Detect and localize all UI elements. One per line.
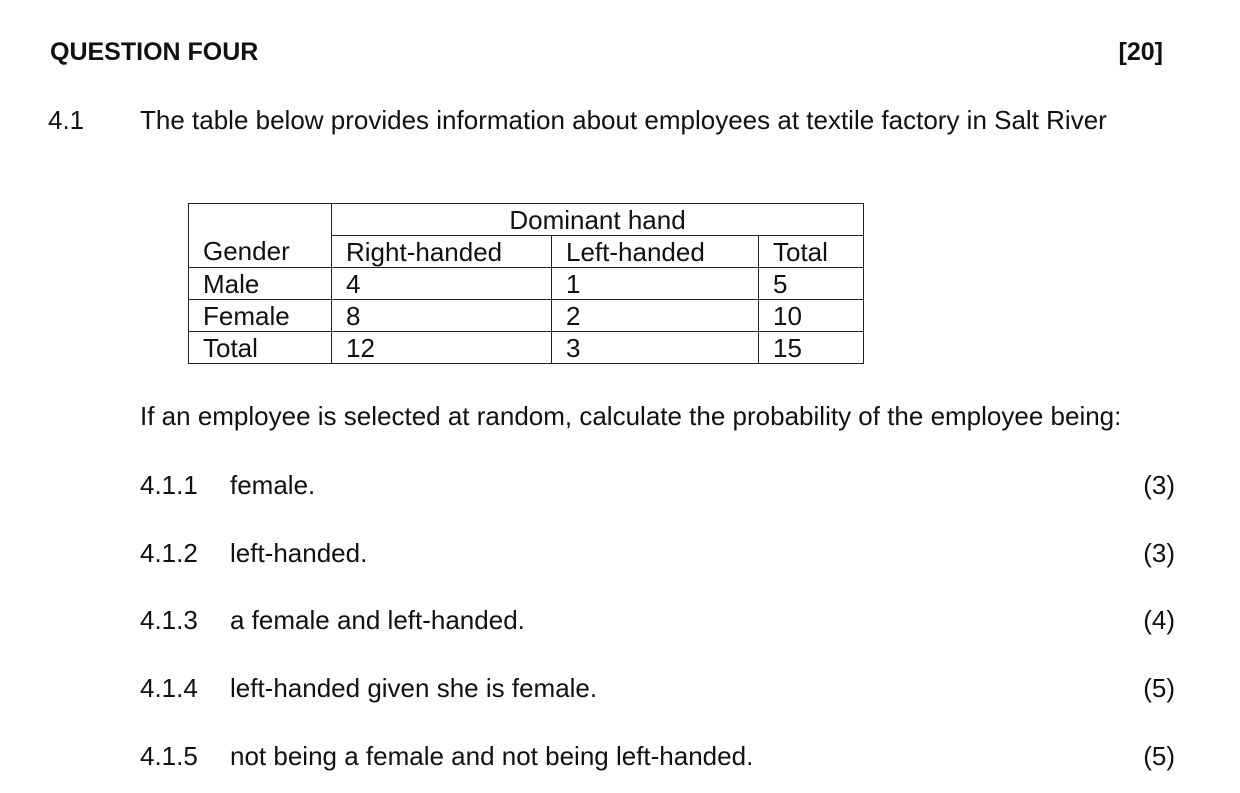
instruction-text: If an employee is selected at random, calculate the probability of the employee being: bbox=[140, 401, 1122, 431]
subquestion-number: 4.1.3 bbox=[140, 605, 198, 635]
table-row bbox=[189, 268, 864, 300]
table-cell: Male bbox=[189, 268, 332, 300]
subquestion-text: not being a female and not being left-handed. bbox=[230, 741, 754, 771]
table-cell: 3 bbox=[552, 332, 759, 364]
section-text: The table below provides information about employees at textile factory in Salt River bbox=[140, 105, 1107, 135]
table-header-left-handed: Left-handed bbox=[552, 236, 759, 268]
subquestion-marks: (5) bbox=[1143, 741, 1175, 771]
table-row bbox=[189, 332, 864, 364]
table-cell: 8 bbox=[332, 300, 552, 332]
table-cell: 5 bbox=[759, 268, 864, 300]
question-title: QUESTION FOUR bbox=[50, 38, 259, 66]
subquestion-marks: (4) bbox=[1143, 605, 1175, 635]
table-group-header: Dominant hand bbox=[332, 204, 864, 236]
subquestion-text: female. bbox=[230, 470, 316, 500]
employee-table bbox=[188, 203, 864, 364]
table-header-gender: Gender bbox=[189, 236, 332, 268]
table-header-right-handed: Right-handed bbox=[332, 236, 552, 268]
subquestion-text: left-handed given she is female. bbox=[230, 673, 598, 703]
subquestion-number: 4.1.2 bbox=[140, 538, 198, 568]
table-corner-cell bbox=[189, 204, 332, 236]
subquestion-number: 4.1.4 bbox=[140, 673, 198, 703]
table-cell: 12 bbox=[332, 332, 552, 364]
subquestion-marks: (3) bbox=[1143, 538, 1175, 568]
table-header-row bbox=[189, 236, 864, 268]
table-cell: 2 bbox=[552, 300, 759, 332]
table-header-total: Total bbox=[759, 236, 864, 268]
table-cell: Total bbox=[189, 332, 332, 364]
section-number: 4.1 bbox=[48, 105, 85, 135]
table-cell: 4 bbox=[332, 268, 552, 300]
subquestion-marks: (5) bbox=[1143, 673, 1175, 703]
table-cell: Female bbox=[189, 300, 332, 332]
subquestion-number: 4.1.5 bbox=[140, 741, 198, 771]
question-total-marks: [20] bbox=[1118, 38, 1163, 66]
subquestion-text: a female and left-handed. bbox=[230, 605, 525, 635]
table-cell: 10 bbox=[759, 300, 864, 332]
table-group-header-row bbox=[189, 204, 864, 236]
subquestion-number: 4.1.1 bbox=[140, 470, 198, 500]
table-row bbox=[189, 300, 864, 332]
table-cell: 1 bbox=[552, 268, 759, 300]
subquestion-text: left-handed. bbox=[230, 538, 368, 568]
subquestion-marks: (3) bbox=[1143, 470, 1175, 500]
table-cell: 15 bbox=[759, 332, 864, 364]
